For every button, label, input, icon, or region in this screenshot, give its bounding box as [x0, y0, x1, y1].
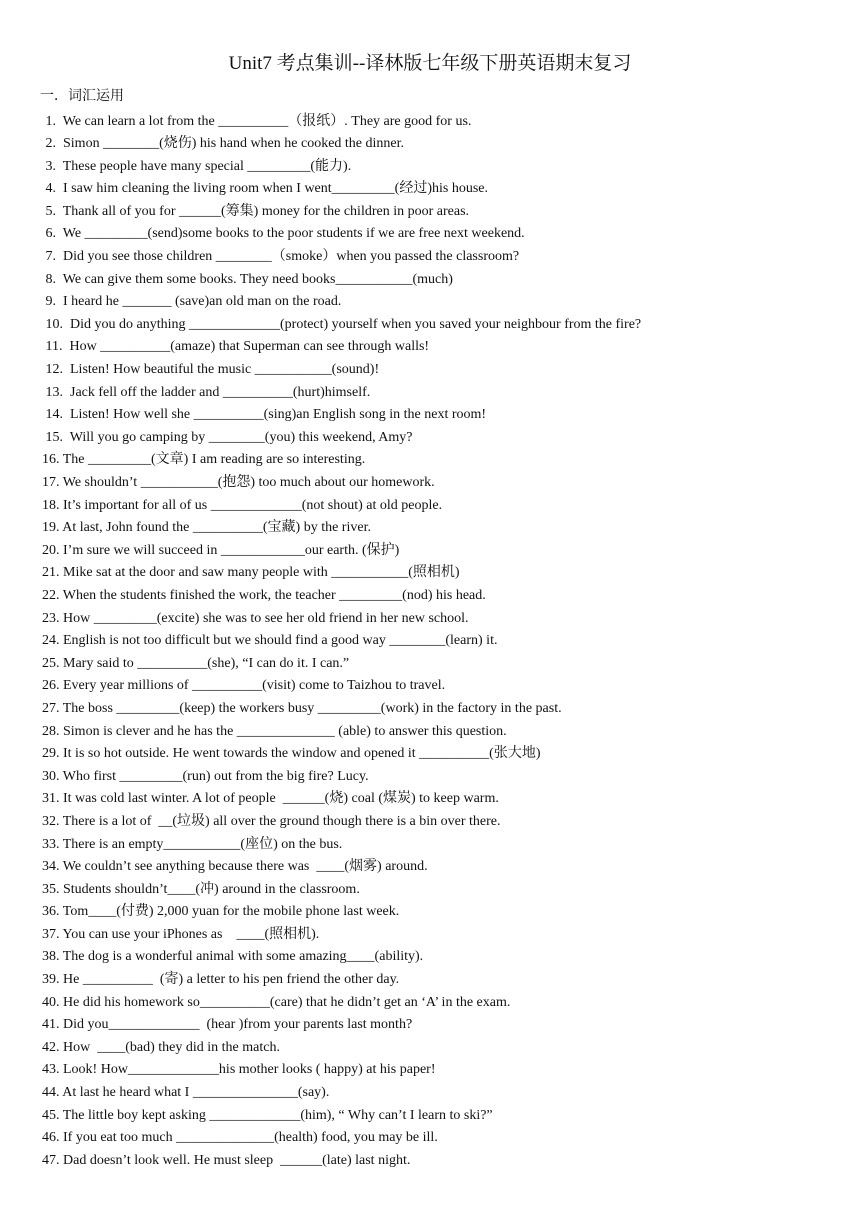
exercise-item: 42. How ____(bad) they did in the match.: [42, 1039, 280, 1055]
exercise-item: 31. It was cold last winter. A lot of people ______(烧) coal (煤炭) to keep warm.: [42, 791, 499, 807]
exercise-item: 18. It’s important for all of us _____________(not shout) at old people.: [42, 497, 443, 513]
exercise-item: 3. These people have many special _________(能力).: [42, 158, 352, 174]
exercise-item: 46. If you eat too much ______________(health) food, you may be ill.: [42, 1130, 438, 1146]
exercise-item: 24. English is not too difficult but we should find a good way ________(learn) it.: [42, 633, 498, 649]
exercise-item: 45. The little boy kept asking _____________(him), “ Why can’t I learn to ski?”: [42, 1107, 493, 1123]
exercise-item: 25. Mary said to __________(she), “I can do it. I can.”: [42, 655, 350, 671]
exercise-list: [42, 111, 641, 1173]
exercise-item: 2. Simon ________(烧伤) his hand when he cooked the dinner.: [42, 136, 405, 152]
exercise-item: 37. You can use your iPhones as ____(照相机).: [42, 926, 320, 942]
exercise-item: 41. Did you_____________ (hear )from your parents last month?: [42, 1017, 413, 1033]
exercise-item: 47. Dad doesn’t look well. He must sleep ______(late) last night.: [42, 1152, 411, 1168]
exercise-item: 36. Tom____(付费) 2,000 yuan for the mobile phone last week.: [42, 904, 400, 920]
exercise-item: 10. Did you do anything _____________(protect) yourself when you saved your neighbour from the fire?: [42, 316, 642, 332]
exercise-item: 30. Who first _________(run) out from the big fire? Lucy.: [42, 768, 369, 784]
exercise-item: 39. He __________ (寄) a letter to his pen friend the other day.: [42, 972, 400, 988]
exercise-item: 17. We shouldn’t ___________(抱怨) too much about our homework.: [42, 475, 435, 490]
exercise-item: 11. How __________(amaze) that Superman can see through walls!: [42, 339, 430, 355]
exercise-item: 38. The dog is a wonderful animal with some amazing____(ability).: [42, 949, 424, 965]
exercise-item: 5. Thank all of you for ______(筹集) money for the children in poor areas.: [42, 203, 470, 219]
exercise-item: 1. We can learn a lot from the __________（报纸）. They are good for us.: [42, 113, 472, 129]
exercise-item: 7. Did you see those children ________（smoke）when you passed the classroom?: [42, 249, 520, 265]
exercise-item: 20. I’m sure we will succeed in ____________our earth. (保护): [42, 542, 400, 558]
exercise-item: 19. At last, John found the __________(宝藏) by the river.: [42, 520, 371, 536]
exercise-item: 34. We couldn’t see anything because there was ____(烟雾) around.: [42, 859, 428, 875]
exercise-item: 23. How _________(excite) she was to see her old friend in her new school.: [42, 610, 469, 626]
exercise-item: 14. Listen! How well she __________(sing)an English song in the next room!: [42, 407, 487, 423]
exercise-item: 33. There is an empty___________(座位) on the bus.: [42, 836, 343, 852]
exercise-item: 15. Will you go camping by ________(you) this weekend, Amy?: [42, 429, 413, 445]
exercise-item: 35. Students shouldn’t____(冲) around in the classroom.: [42, 881, 360, 897]
exercise-item: 43. Look! How_____________his mother looks ( happy) at his paper!: [42, 1062, 436, 1078]
exercise-item: 32. There is a lot of __(垃圾) all over the ground though there is a bin over there.: [42, 813, 501, 829]
exercise-item: 4. I saw him cleaning the living room when I went_________(经过)his house.: [42, 181, 488, 197]
exercise-item: 26. Every year millions of __________(visit) come to Taizhou to travel.: [42, 678, 446, 694]
exercise-item: 40. He did his homework so__________(care) that he didn’t get an ‘A’ in the exam.: [42, 994, 511, 1010]
exercise-item: 21. Mike sat at the door and saw many people with ___________(照相机): [42, 565, 460, 581]
exercise-item: 8. We can give them some books. They need books___________(much): [42, 271, 453, 287]
exercise-item: 9. I heard he _______ (save)an old man on the road.: [42, 294, 342, 310]
document-title: Unit7 考点集训--译林版七年级下册英语期末复习: [228, 53, 632, 74]
exercise-item: 44. At last he heard what I _______________(say).: [42, 1085, 330, 1101]
exercise-item: 13. Jack fell off the ladder and __________(hurt)himself.: [42, 384, 371, 400]
exercise-item: 12. Listen! How beautiful the music ___________(sound)!: [42, 362, 380, 378]
exercise-item: 16. The _________(文章) I am reading are so interesting.: [42, 452, 366, 468]
exercise-item: 22. When the students finished the work, the teacher _________(nod) his head.: [42, 587, 486, 603]
exercise-item: 27. The boss _________(keep) the workers busy _________(work) in the factory in the past.: [42, 700, 562, 716]
section-heading: 一．词汇运用: [40, 89, 124, 104]
exercise-item: 29. It is so hot outside. He went towards the window and opened it __________(张大地): [42, 746, 541, 762]
exercise-item: 28. Simon is clever and he has the ______________ (able) to answer this question.: [42, 723, 507, 739]
exercise-item: 6. We _________(send)some books to the poor students if we are free next weekend.: [42, 226, 525, 242]
